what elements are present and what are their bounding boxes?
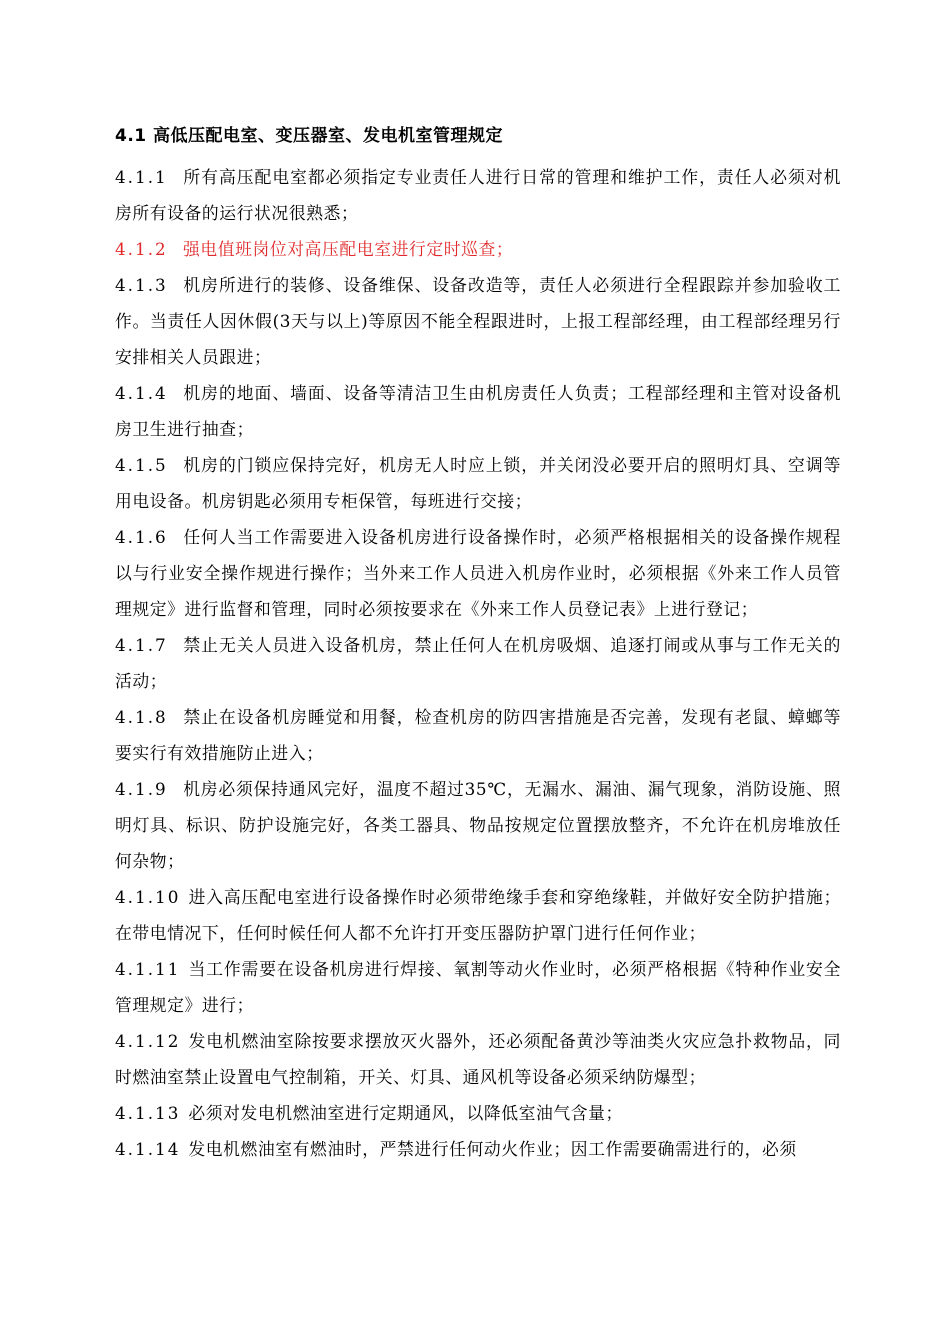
clause-number: 4.1.10 xyxy=(115,887,181,907)
clause-4-1-3 xyxy=(115,267,841,375)
clause-text: 禁止在设备机房睡觉和用餐，检查机房的防四害措施是否完善，发现有老鼠、蟑螂等要实行有效措施防止进入； xyxy=(115,707,841,763)
clause-text: 强电值班岗位对高压配电室进行定时巡查； xyxy=(183,239,514,259)
clause-number: 4.1.11 xyxy=(115,959,181,979)
clause-4-1-14 xyxy=(115,1131,841,1167)
clause-text: 任何人当工作需要进入设备机房进行设备操作时，必须严格根据相关的设备操作规程以与行业安全操作规进行操作；当外来工作人员进入机房作业时，必须根据《外来工作人员管理规定》进行监督和管理，同时必须按要求在《外来工作人员登记表》上进行登记； xyxy=(115,527,841,619)
clause-4-1-2 xyxy=(115,231,841,267)
clause-4-1-6 xyxy=(115,519,841,627)
clause-text: 所有高压配电室都必须指定专业责任人进行日常的管理和维护工作，责任人必须对机房所有设备的运行状况很熟悉； xyxy=(115,167,841,223)
clause-4-1-12 xyxy=(115,1023,841,1095)
clause-4-1-11 xyxy=(115,951,841,1023)
clause-text: 禁止无关人员进入设备机房，禁止任何人在机房吸烟、追逐打闹或从事与工作无关的活动； xyxy=(115,635,841,691)
section-heading: 4.1 高低压配电室、变压器室、发电机室管理规定 xyxy=(115,126,504,146)
clause-4-1-8 xyxy=(115,699,841,771)
clause-number: 4.1.7 xyxy=(115,635,168,655)
clause-text: 必须对发电机燃油室进行定期通风，以降低室油气含量； xyxy=(188,1103,623,1123)
clause-number: 4.1.4 xyxy=(115,383,168,403)
clause-text: 发电机燃油室有燃油时，严禁进行任何动火作业；因工作需要确需进行的，必须 xyxy=(188,1139,797,1159)
clause-text: 进入高压配电室进行设备操作时必须带绝缘手套和穿绝缘鞋，并做好安全防护措施；在带电情况下，任何时候任何人都不允许打开变压器防护罩门进行任何作业； xyxy=(115,887,841,943)
clause-number: 4.1.8 xyxy=(115,707,168,727)
clause-text: 机房所进行的装修、设备维保、设备改造等，责任人必须进行全程跟踪并参加验收工作。当责任人因休假(3天与以上)等原因不能全程跟进时，上报工程部经理，由工程部经理另行安排相关人员跟进； xyxy=(115,275,841,367)
clause-4-1-9 xyxy=(115,771,841,879)
clause-text: 当工作需要在设备机房进行焊接、氧割等动火作业时，必须严格根据《特种作业安全管理规定》进行； xyxy=(115,959,841,1015)
document-page xyxy=(115,124,841,1167)
clause-4-1-5 xyxy=(115,447,841,519)
clause-number: 4.1.1 xyxy=(115,167,168,187)
clause-text: 机房的门锁应保持完好，机房无人时应上锁，并关闭没必要开启的照明灯具、空调等用电设备。机房钥匙必须用专柜保管，每班进行交接； xyxy=(115,455,841,511)
clause-number: 4.1.3 xyxy=(115,275,168,295)
clause-number: 4.1.9 xyxy=(115,779,168,799)
clause-4-1-10 xyxy=(115,879,841,951)
clause-number: 4.1.6 xyxy=(115,527,168,547)
clause-number: 4.1.5 xyxy=(115,455,168,475)
clause-4-1-4 xyxy=(115,375,841,447)
clause-text: 机房必须保持通风完好，温度不超过35℃，无漏水、漏油、漏气现象，消防设施、照明灯具、标识、防护设施完好，各类工器具、物品按规定位置摆放整齐，不允许在机房堆放任何杂物； xyxy=(115,779,841,871)
clause-text: 发电机燃油室除按要求摆放灭火器外，还必须配备黄沙等油类火灾应急扑救物品，同时燃油室禁止设置电气控制箱，开关、灯具、通风机等设备必须采纳防爆型； xyxy=(115,1031,841,1087)
clause-number: 4.1.13 xyxy=(115,1103,181,1123)
clause-4-1-7 xyxy=(115,627,841,699)
clause-number: 4.1.12 xyxy=(115,1031,181,1051)
clause-4-1-13 xyxy=(115,1095,841,1131)
clause-number: 4.1.2 xyxy=(115,239,168,259)
clause-text: 机房的地面、墙面、设备等清洁卫生由机房责任人负责；工程部经理和主管对设备机房卫生进行抽查； xyxy=(115,383,841,439)
clause-4-1-1 xyxy=(115,159,841,231)
clause-number: 4.1.14 xyxy=(115,1139,181,1159)
